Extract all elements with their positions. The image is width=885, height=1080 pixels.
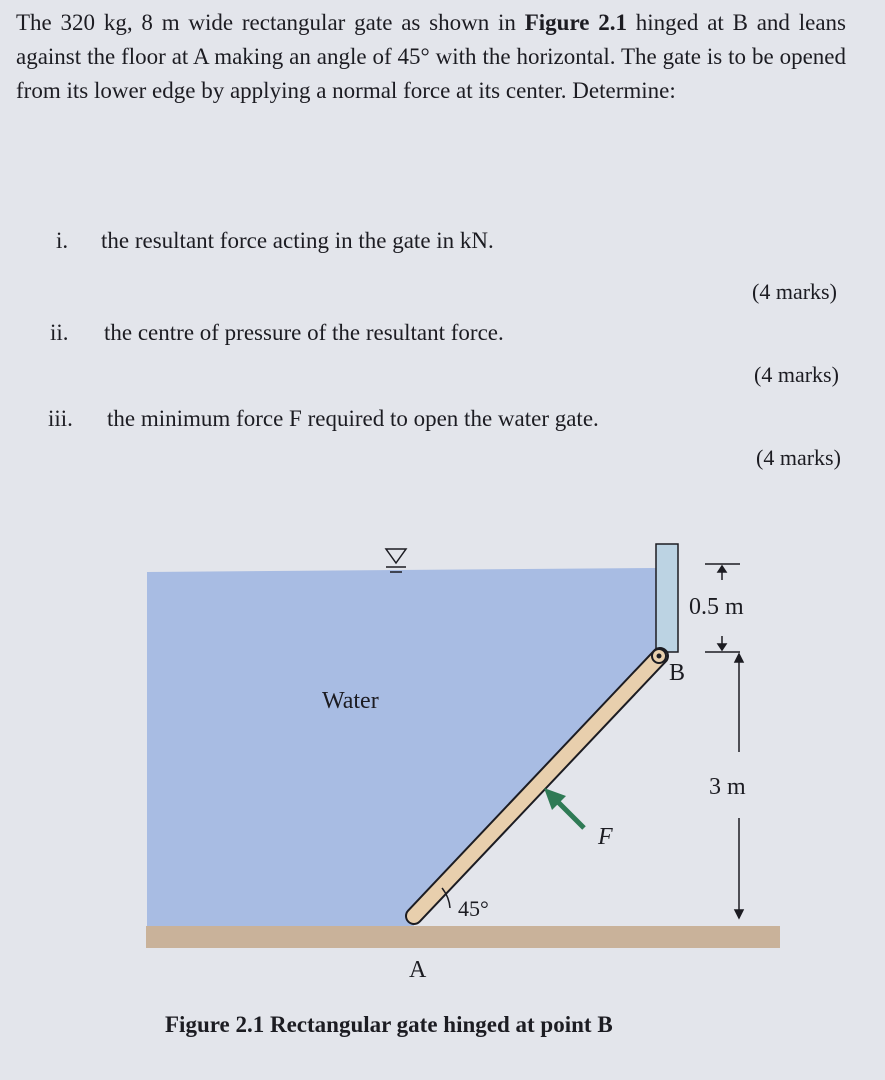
force-label: F [598, 824, 613, 850]
angle-label: 45° [458, 896, 489, 921]
question-3-marks: (4 marks) [756, 445, 841, 470]
hinge-label: B [669, 660, 686, 686]
question-text: the centre of pressure of the resultant force. [104, 320, 504, 345]
water-label: Water [322, 688, 379, 714]
question-number: ii. [50, 320, 69, 345]
dimension-top-label: 0.5 m [689, 594, 744, 620]
force-arrow [556, 800, 584, 828]
figure-caption: Figure 2.1 Rectangular gate hinged at point B [165, 1012, 613, 1037]
question-1-marks: (4 marks) [752, 279, 837, 304]
floor [146, 926, 780, 948]
problem-text-start: The 320 kg, 8 m wide rectangular gate as shown in [16, 10, 525, 35]
dimension-gate-label: 3 m [709, 774, 746, 800]
free-surface-icon [386, 549, 406, 572]
figure-reference: Figure 2.1 [524, 10, 627, 35]
question-text: the minimum force F required to open the water gate. [107, 406, 599, 431]
floor-point-label: A [409, 957, 427, 983]
problem-text-end: hinged at B and leans against the floor at A making an angle of 45° with the horizontal. The gate is to be opened from its lower edge by applying a normal force at its center. Determine: [16, 10, 846, 103]
question-number: iii. [48, 406, 73, 431]
question-2-marks: (4 marks) [754, 362, 839, 387]
question-text: the resultant force acting in the gate in kN. [101, 228, 494, 253]
question-number: i. [56, 228, 69, 253]
wall [656, 544, 678, 652]
